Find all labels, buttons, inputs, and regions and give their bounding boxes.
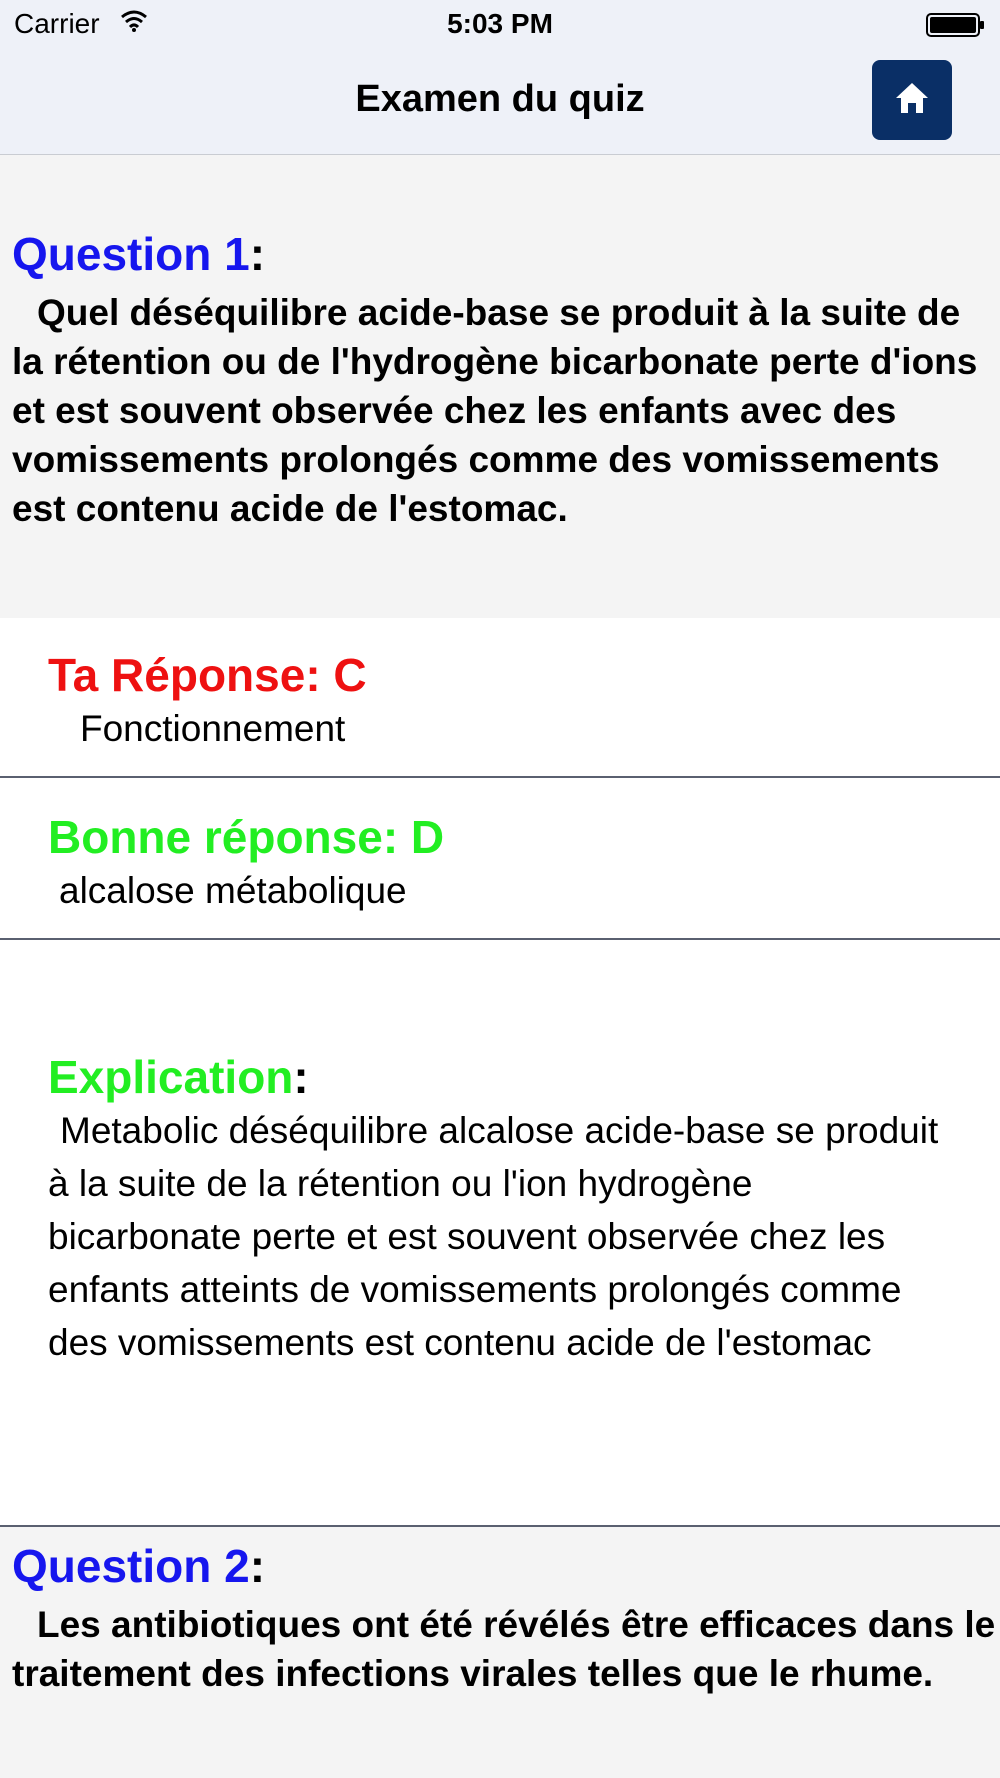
home-icon — [892, 78, 932, 123]
carrier-label: Carrier — [14, 8, 100, 39]
correct-answer-row — [0, 778, 1000, 940]
explanation-section — [0, 940, 1000, 1527]
question-colon: : — [249, 1540, 266, 1592]
your-answer-title: Ta Réponse: C — [48, 649, 367, 701]
status-time: 5:03 PM — [447, 8, 553, 39]
question-text: Les antibiotiques ont été révélés être efficaces dans le traitement des infections virales telles que le rhume. — [12, 1604, 996, 1694]
your-answer-row — [0, 618, 1000, 778]
question-card-2 — [0, 1527, 1000, 1778]
question-text: Quel déséquilibre acide-base se produit à la suite de la rétention ou de l'hydrogène bicarbonate perte d'ions et est souvent observée chez les enfants avec des vomissements prolongés comme des vomissements est contenu acide de l'estomac. — [12, 292, 978, 529]
explanation-heading — [48, 1050, 309, 1104]
explanation-label: Explication — [48, 1051, 294, 1103]
explanation-text: Metabolic déséquilibre alcalose acide-base se produit à la suite de la rétention ou l'ion hydrogène bicarbonate perte et est souvent observée chez les enfants atteints de vomissements prolongés comme des vomissements est contenu acide de l'estomac — [48, 1110, 939, 1363]
home-button[interactable] — [872, 60, 952, 140]
navigation-bar — [0, 50, 1000, 155]
status-bar — [0, 0, 1000, 50]
question-number: Question 1 — [12, 228, 250, 280]
question-number: Question 2 — [12, 1540, 250, 1592]
explanation-colon: : — [293, 1051, 309, 1103]
battery-icon — [926, 12, 986, 36]
correct-answer-value: alcalose métabolique — [59, 870, 407, 911]
question-heading — [12, 227, 265, 281]
question-card-1 — [0, 155, 1000, 618]
question-heading — [12, 1539, 265, 1593]
question-colon: : — [249, 228, 266, 280]
correct-answer-title: Bonne réponse: D — [48, 811, 445, 863]
page-title: Examen du quiz — [355, 78, 645, 120]
your-answer-value: Fonctionnement — [80, 708, 346, 749]
